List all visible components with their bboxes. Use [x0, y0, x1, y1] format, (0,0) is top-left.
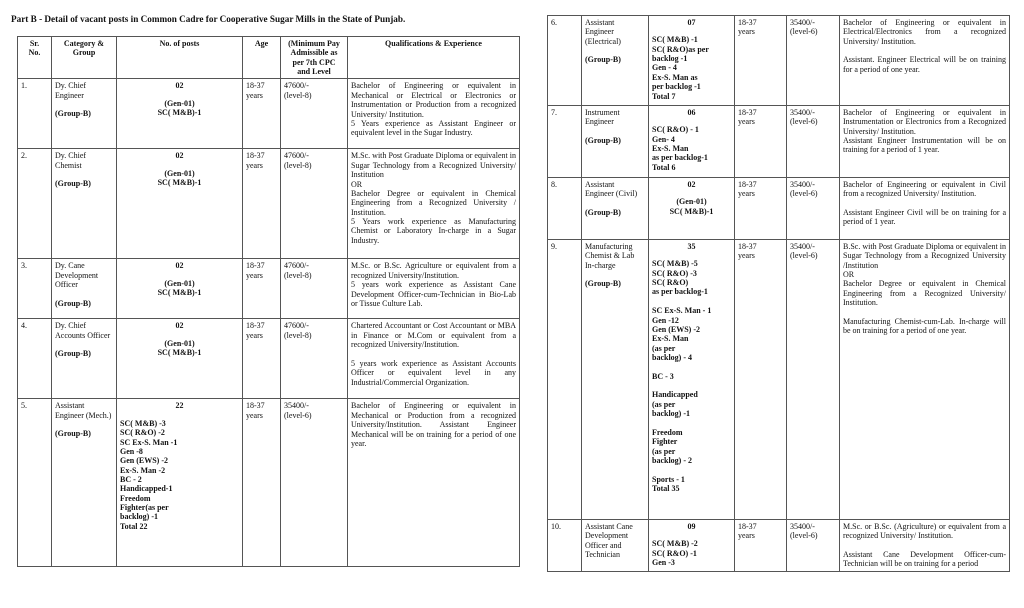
posts-total: 02: [175, 321, 184, 331]
table-row: [548, 178, 1010, 240]
category-cell: [52, 319, 117, 399]
table-row: [548, 106, 1010, 178]
group-label: (Group-B): [585, 279, 621, 289]
header-pay: (Minimum Pay Admissible as per 7th CPC and Level: [281, 37, 348, 79]
table-row: [548, 520, 1010, 572]
category-name: Manufacturing Chemist & Lab In-charge: [585, 242, 635, 270]
pay-cell: 35400/- (level-6): [281, 399, 348, 567]
qualification-cell: M.Sc. or B.Sc. (Agriculture) or equivalent from a recognized University/ Institution. Assistant Cane Development Officer-cum-Technician will be on training for a period: [840, 520, 1010, 572]
category-name: Assistant Engineer (Civil): [585, 180, 638, 199]
age-cell: 18-37 years: [243, 399, 281, 567]
table-row: [18, 259, 520, 319]
sr-no-cell: 5.: [18, 399, 52, 567]
category-name: Dy. Cane Development Officer: [55, 261, 99, 290]
qualification-cell: Bachelor of Engineering or equivalent in Civil from a recognized University/ Institution. Assistant Engineer Civil will be on training for a period of 1 year.: [840, 178, 1010, 240]
qualification-cell: Bachelor of Engineering or equivalent in Mechanical or Production from a recognized University/Institution. Assistant Engineer Mechanical will be on training for a period of one year.: [348, 399, 520, 567]
posts-cell: [649, 106, 735, 178]
table-row: [548, 16, 1010, 106]
qualification-cell: M.Sc. with Post Graduate Diploma or equivalent in Sugar Technology from a Recognized University/ Institution OR Bachelor Degree or equivalent in Chemical Engineering from a Recognized University / Institution. 5 Years work experience as Manufacturing Chemist or Laboratory In-charge in a Sugar Industry.: [348, 149, 520, 259]
category-cell: [582, 106, 649, 178]
posts-total: 22: [175, 401, 184, 411]
category-name: Dy. Chief Chemist: [55, 151, 87, 170]
table-row: [18, 399, 520, 567]
posts-cell: [649, 16, 735, 106]
pay-cell: 35400/- (level-6): [787, 240, 840, 520]
category-name: Instrument Engineer: [585, 108, 620, 127]
sr-no-cell: 8.: [548, 178, 582, 240]
group-label: (Group-B): [55, 298, 91, 308]
group-label: (Group-B): [55, 109, 91, 119]
group-label: (Group-B): [585, 135, 621, 145]
posts-breakdown: (Gen-01) SC( M&B)-1: [157, 338, 202, 358]
posts-total: 02: [687, 180, 696, 189]
posts-cell: [649, 178, 735, 240]
age-cell: 18-37 years: [735, 16, 787, 106]
table-row: [548, 240, 1010, 520]
category-name: Assistant Engineer (Electrical): [585, 18, 621, 46]
group-label: (Group-B): [55, 179, 91, 189]
sr-no-cell: 2.: [18, 149, 52, 259]
page-title: Part B - Detail of vacant posts in Common Cadre for Cooperative Sugar Mills in the State of Punjab.: [11, 14, 406, 24]
vacancy-table-right: [547, 15, 1010, 572]
age-cell: 18-37 years: [735, 178, 787, 240]
sr-no-cell: 6.: [548, 16, 582, 106]
category-cell: [582, 16, 649, 106]
category-cell: [582, 240, 649, 520]
qualification-cell: Chartered Accountant or Cost Accountant or MBA in Finance or M.Com or equivalent from a recognized University/Institution. 5 years work experience as Assistant Accounts Officer or equivalent level in any Industrial/Commercial Organization.: [348, 319, 520, 399]
table-header-row: [18, 37, 520, 79]
sr-no-cell: 3.: [18, 259, 52, 319]
qualification-cell: M.Sc. or B.Sc. Agriculture or equivalent from a recognized University/Institution. 5 years work experience as Assistant Cane Development Officer-cum-Technician in Bio-Lab or Tissue Culture Lab.: [348, 259, 520, 319]
pay-cell: 35400/- (level-6): [787, 16, 840, 106]
posts-total: 02: [175, 151, 184, 161]
table-row: [18, 319, 520, 399]
category-cell: [52, 399, 117, 567]
posts-total: 06: [687, 108, 696, 117]
header-category: Category & Group: [52, 37, 117, 79]
posts-cell: [117, 319, 243, 399]
category-name: Assistant Engineer (Mech.): [55, 401, 112, 420]
age-cell: 18-37 years: [735, 520, 787, 572]
header-posts: No. of posts: [117, 37, 243, 79]
pay-cell: 35400/- (level-6): [787, 106, 840, 178]
qualification-cell: Bachelor of Engineering or equivalent in Mechanical or Electrical or Electronics or Instrumentation or Production from a recognized University/ Institution. 5 Years experience as Assistant Engineer or equivalent level in the Sugar Industry.: [348, 79, 520, 149]
qualification-cell: Bachelor of Engineering or equivalent in Instrumentation or Electronics from a Recognized University/ Institution. Assistant Engineer Instrumentation will be on training for a period of 1 year.: [840, 106, 1010, 178]
posts-total: 02: [175, 261, 184, 271]
pay-cell: 47600/- (level-8): [281, 149, 348, 259]
category-cell: [52, 79, 117, 149]
group-label: (Group-B): [55, 429, 91, 439]
category-name: Dy. Chief Engineer: [55, 81, 87, 100]
category-name: Dy. Chief Accounts Officer: [55, 321, 111, 340]
posts-breakdown: (Gen-01) SC( M&B)-1: [157, 278, 202, 298]
category-cell: [52, 149, 117, 259]
table-row: [18, 149, 520, 259]
header-qualifications: Qualifications & Experience: [348, 37, 520, 79]
pay-cell: 47600/- (level-8): [281, 259, 348, 319]
age-cell: 18-37 years: [243, 79, 281, 149]
posts-breakdown: SC( M&B) -5 SC( R&O) -3 SC( R&O) as per backlog-1 SC Ex-S. Man - 1 Gen -12 Gen (EWS) -2 Ex-S. Man (as per backlog) - 4 BC - 3 Handicapped (as per backlog) -1 Freedom Fighter (as per backlog) - 2 Sports - 1 Total 35: [652, 259, 712, 493]
sr-no-cell: 1.: [18, 79, 52, 149]
posts-cell: [649, 520, 735, 572]
table-row: [18, 79, 520, 149]
sr-no-cell: 10.: [548, 520, 582, 572]
posts-cell: [117, 259, 243, 319]
pay-cell: 47600/- (level-8): [281, 319, 348, 399]
vacancy-table-left: [17, 36, 520, 567]
age-cell: 18-37 years: [243, 149, 281, 259]
category-name: Assistant Cane Development Officer and Technician: [585, 522, 633, 560]
header-sr: Sr. No.: [18, 37, 52, 79]
posts-breakdown: SC( R&O) - 1 Gen- 4 Ex-S. Man as per backlog-1 Total 6: [652, 125, 708, 172]
pay-cell: 35400/- (level-6): [787, 178, 840, 240]
posts-cell: [117, 79, 243, 149]
sr-no-cell: 7.: [548, 106, 582, 178]
group-label: (Group-B): [585, 207, 621, 217]
posts-breakdown: (Gen-01) SC( M&B)-1: [669, 197, 714, 216]
category-cell: [52, 259, 117, 319]
posts-breakdown: (Gen-01) SC( M&B)-1: [157, 98, 202, 118]
sr-no-cell: 9.: [548, 240, 582, 520]
pay-cell: 35400/- (level-6): [787, 520, 840, 572]
category-cell: [582, 520, 649, 572]
age-cell: 18-37 years: [735, 240, 787, 520]
group-label: (Group-B): [585, 55, 621, 65]
header-age: Age: [243, 37, 281, 79]
qualification-cell: Bachelor of Engineering or equivalent in Electrical/Electronics from a recognized University/ Institution. Assistant. Engineer Electrical will be on training for a period of one year.: [840, 16, 1010, 106]
posts-breakdown: SC( M&B) -3 SC( R&O) -2 SC Ex-S. Man -1 Gen -8 Gen (EWS) -2 Ex-S. Man -2 BC - 2 Handicapped-1 Freedom Fighter(as per backlog) -1 Total 22: [120, 418, 178, 531]
category-cell: [582, 178, 649, 240]
posts-cell: [649, 240, 735, 520]
posts-breakdown: SC( M&B) -1 SC( R&O)as per backlog -1 Gen - 4 Ex-S. Man as per backlog -1 Total 7: [652, 35, 709, 101]
posts-cell: [117, 399, 243, 567]
posts-breakdown: (Gen-01) SC( M&B)-1: [157, 168, 202, 188]
posts-breakdown: SC( M&B) -2 SC( R&O) -1 Gen -3: [652, 539, 698, 568]
posts-cell: [117, 149, 243, 259]
sr-no-cell: 4.: [18, 319, 52, 399]
qualification-cell: B.Sc. with Post Graduate Diploma or equivalent in Sugar Technology from a Recognized University /Institution OR Bachelor Degree or equivalent in Chemical Engineering from a Recognized University/ Institution. Manufacturing Chemist-cum-Lab. In-charge will be on training for a period of one year.: [840, 240, 1010, 520]
age-cell: 18-37 years: [243, 259, 281, 319]
age-cell: 18-37 years: [735, 106, 787, 178]
posts-total: 07: [687, 18, 696, 27]
posts-total: 35: [687, 242, 696, 251]
posts-total: 02: [175, 81, 184, 91]
age-cell: 18-37 years: [243, 319, 281, 399]
group-label: (Group-B): [55, 349, 91, 359]
pay-cell: 47600/- (level-8): [281, 79, 348, 149]
posts-total: 09: [687, 522, 696, 531]
